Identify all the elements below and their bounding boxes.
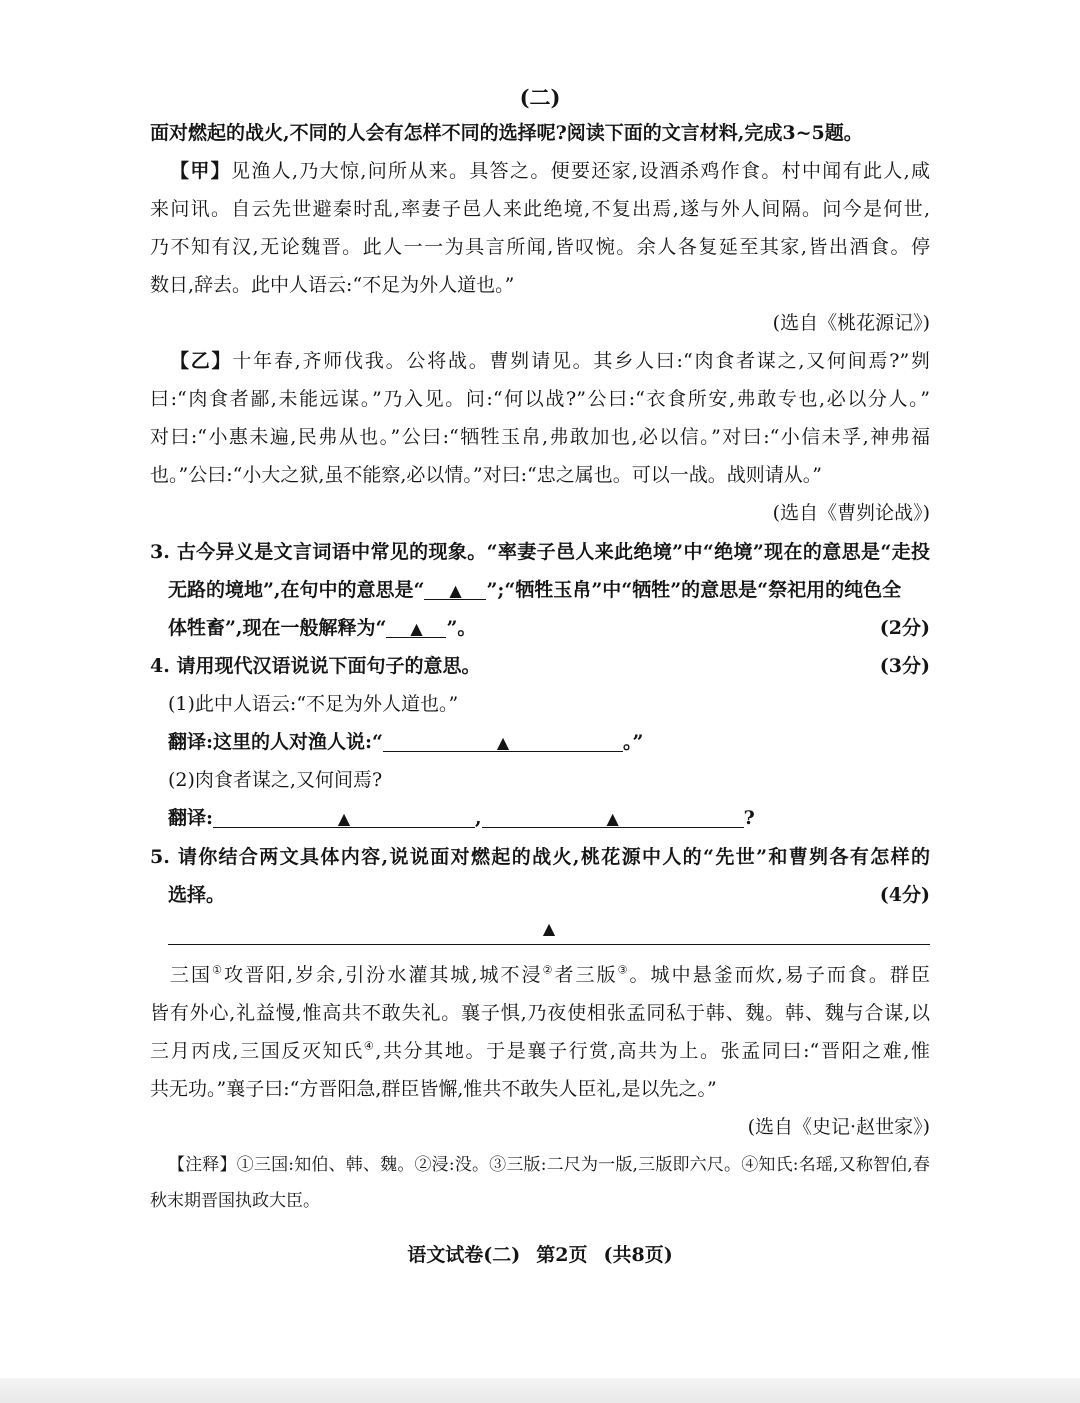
q5-answer-mark: ▲ — [542, 919, 556, 938]
notes-line-1: 【注释】①三国:知伯、韩、魏。②浸:没。③三版:二尺为一版,三版即六尺。④知氏:名瑶,又称智伯,春 — [168, 1155, 930, 1175]
q3-blank-2[interactable]: ▲ — [386, 613, 446, 638]
q5-line-2: 选择。 (4分) — [168, 880, 930, 910]
q3-line-3: 体牲畜”,现在一般解释为“ ▲ ”。 (2分) — [168, 613, 930, 643]
q3-points: (2分) — [879, 617, 930, 639]
q3-line-2: 无路的境地”,在句中的意思是“ ▲ ”;“牺牲玉帛”中“牺牲”的意思是“祭祀用的纯色全 — [168, 575, 930, 605]
q4-answer-blank-2b[interactable]: ▲ — [482, 803, 744, 828]
q4-translation-2: 翻译: ▲ , ▲ ? — [168, 803, 948, 833]
footer-page-number: 第2页 — [536, 1244, 588, 1266]
passage-bing-source: (选自《史记·赵世家》) — [747, 1116, 930, 1138]
notes-line-2: 秋末期晋国执政大臣。 — [150, 1191, 320, 1211]
passage-jia-source: (选自《桃花源记》) — [772, 312, 930, 334]
footer-total-pages: (共8页) — [603, 1244, 673, 1266]
passage-yi-line-4: 也。”公曰:“小大之狱,虽不能察,必以情。”对曰:“忠之属也。可以一战。战则请从。” — [150, 464, 822, 486]
intro-instruction: 面对燃起的战火,不同的人会有怎样不同的选择呢?阅读下面的文言材料,完成3~5题。 — [150, 122, 863, 144]
passage-yi-label: 【乙】 — [170, 350, 233, 372]
passage-jia-line-2: 来问讯。自云先世避秦时乱,率妻子邑人来此绝境,不复出焉,遂与外人间隔。问今是何世, — [150, 198, 930, 220]
passage-jia-line-1: 【甲】见渔人,乃大惊,问所从来。具答之。便要还家,设酒杀鸡作食。村中闻有此人,咸 — [170, 160, 930, 182]
passage-yi-source: (选自《曹刿论战》) — [772, 502, 930, 524]
q3-line-1: 3. 古今异义是文言词语中常见的现象。“率妻子邑人来此绝境”中“绝境”现在的意思是“走投 — [150, 541, 930, 563]
q4-answer-blank-2a[interactable]: ▲ — [213, 803, 475, 828]
q5-points: (4分) — [879, 884, 930, 906]
q5-line-1: 5. 请你结合两文具体内容,说说面对燃起的战火,桃花源中人的“先世”和曹刿各有怎样的 — [150, 846, 930, 868]
q4-points: (3分) — [879, 655, 930, 677]
section-title: (二) — [519, 85, 561, 110]
passage-jia-line-4: 数日,辞去。此中人语云:“不足为外人道也。” — [150, 274, 515, 296]
passage-bing-line-1: 三国①攻晋阳,岁余,引汾水灌其城,城不浸②者三版③。城中悬釜而炊,易子而食。群臣 — [170, 963, 930, 986]
q5-answer-line[interactable] — [168, 944, 930, 945]
passage-bing-line-3: 三月丙戌,三国反灭知氏④,共分其地。于是襄子行赏,高共为上。张孟同曰:“晋阳之难,惟 — [150, 1039, 930, 1062]
passage-bing-line-2: 皆有外心,礼益慢,惟高共不敢失礼。襄子惧,乃夜使相张孟同私于韩、魏。韩、魏与合谋,以 — [150, 1002, 930, 1024]
q4-stem: 4. 请用现代汉语说说下面句子的意思。 (3分) — [150, 651, 930, 681]
q4-translation-1: 翻译:这里的人对渔人说:“ ▲ 。” — [168, 727, 948, 757]
passage-yi-line-3: 对曰:“小惠未遍,民弗从也。”公曰:“牺牲玉帛,弗敢加也,必以信。”对曰:“小信未孚,神弗福 — [150, 426, 930, 448]
passage-jia-line-3: 乃不知有汉,无论魏晋。此人一一为具言所闻,皆叹惋。余人各复延至其家,皆出酒食。停 — [150, 236, 930, 258]
scan-bottom-edge — [0, 1378, 1080, 1403]
passage-yi-line-2: 曰:“肉食者鄙,未能远谋。”乃入见。问:“何以战?”公曰:“衣食所安,弗敢专也,必以分人。” — [150, 388, 930, 410]
q4-sentence-1: (1)此中人语云:“不足为外人道也。” — [168, 693, 459, 715]
q4-answer-blank-1[interactable]: ▲ — [383, 727, 623, 752]
footer-exam-title: 语文试卷(二) — [407, 1244, 521, 1266]
passage-yi-line-1: 【乙】十年春,齐师伐我。公将战。曹刿请见。其乡人曰:“肉食者谋之,又何间焉?”刿 — [170, 350, 930, 372]
passage-bing-line-4: 共无功。”襄子曰:“方晋阳急,群臣皆懈,惟共不敢失人臣礼,是以先之。” — [150, 1078, 717, 1100]
page-footer — [0, 1240, 1080, 1267]
passage-jia-label: 【甲】 — [170, 160, 231, 182]
q3-blank-1[interactable]: ▲ — [424, 575, 486, 600]
q4-sentence-2: (2)肉食者谋之,又何间焉? — [168, 769, 383, 791]
